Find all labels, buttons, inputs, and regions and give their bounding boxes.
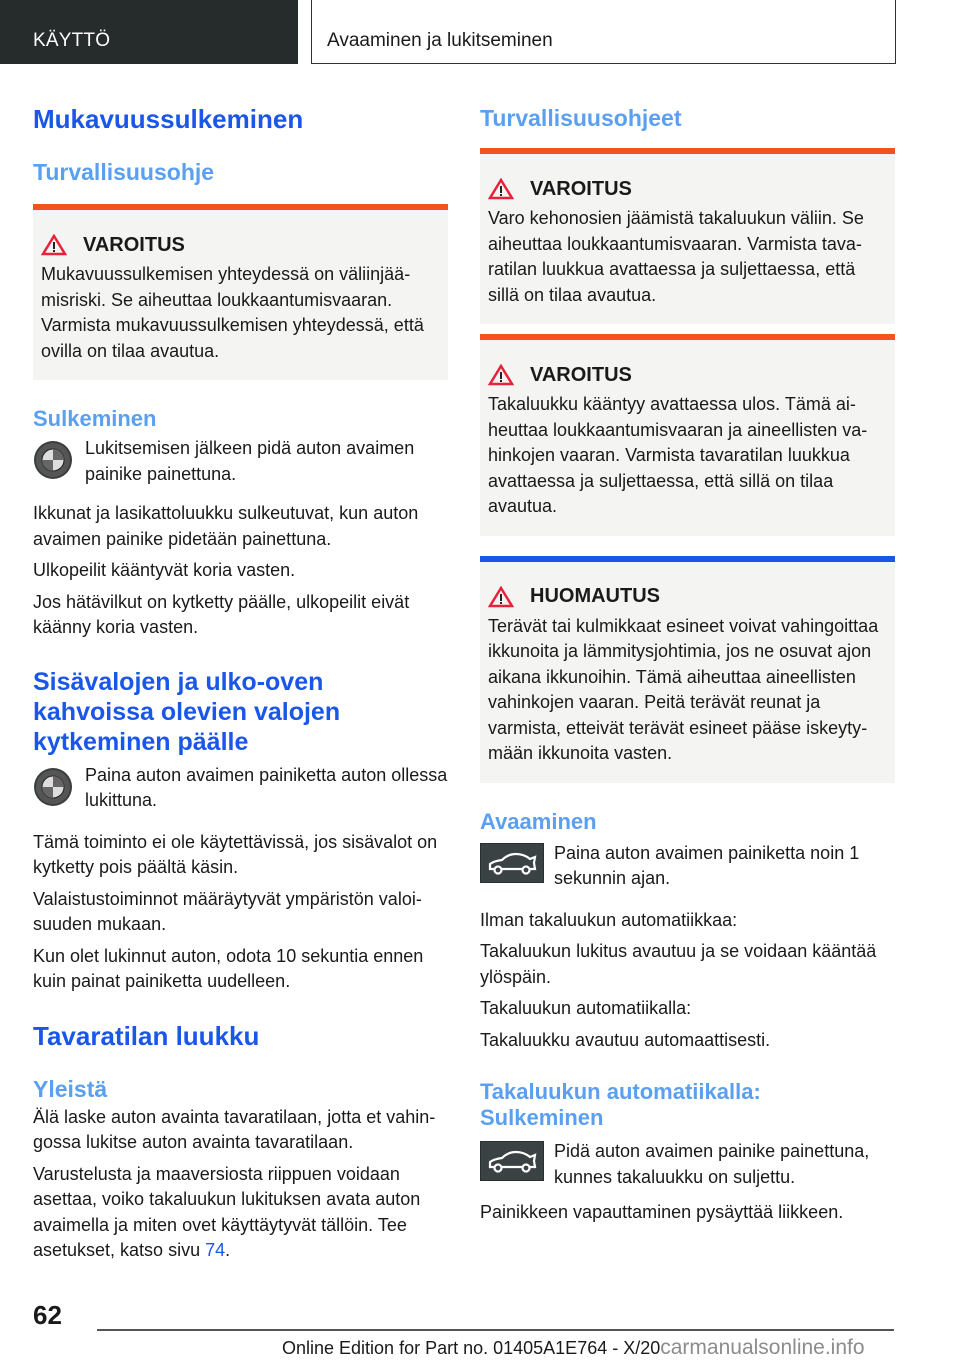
right-column — [480, 100, 895, 1226]
paragraph: Ulkopeilit kääntyvät koria vasten. — [33, 560, 296, 580]
edition-text: Online Edition for Part no. 01405A1E764 - X/20 — [282, 1338, 661, 1358]
warning-title — [41, 232, 440, 258]
warning-triangle-icon — [488, 364, 514, 386]
notice-label: HUOMAUTUS — [530, 585, 660, 607]
notice-title — [488, 584, 887, 610]
warning-box — [480, 148, 895, 324]
paragraph: Takaluukun automatiikalla: — [480, 998, 692, 1018]
paragraph-text: . — [225, 1240, 231, 1260]
tailgate-key-instruction — [480, 841, 895, 892]
notice-box — [480, 556, 895, 783]
subheading-sulkeminen: Sulkeminen — [33, 406, 157, 431]
paragraph: Takaluukku avautuu automaattisesti. — [480, 1029, 771, 1050]
heading-sisavalojen: Sisävalojen ja ulko‑oven kahvoissa olevien valojen kytkeminen päälle — [33, 667, 341, 756]
warning-title — [488, 176, 887, 202]
paragraph: Painikkeen vapauttaminen pysäyttää liikkeen. — [480, 1202, 844, 1222]
subheading-turvallisuusohje: Turvallisuusohje — [33, 159, 215, 185]
paragraph: Valaistustoiminnot määräytyvät ympäristön valoisuuden mukaan. — [33, 888, 422, 934]
warning-text: Varo kehonosien jäämistä takaluukun väliin. Se aiheuttaa loukkaantumisvaaran. Varmista tavaratilan luukkua avattaessa ja suljettaessa, että sillä on tilaa avautua. — [488, 208, 864, 305]
paragraph: Tämä toiminto ei ole käytettävissä, jos sisävalot on kytketty pois päältä käsin. — [33, 831, 438, 877]
left-column — [33, 100, 448, 1264]
bmw-key-instruction — [33, 763, 448, 814]
subheading-turvallisuusohjeet: Turvallisuusohjeet — [480, 105, 682, 131]
warning-triangle-icon — [488, 586, 514, 608]
paragraph: Takaluukun lukitus avautuu ja se voidaan kääntää ylöspäin. — [480, 941, 877, 987]
bmw-key-button-icon — [33, 440, 73, 480]
tailgate-button-icon — [480, 843, 544, 883]
instruction-text: Paina auton avaimen painiketta auton ollessa lukittuna. — [85, 764, 448, 810]
footer — [282, 1336, 865, 1360]
warning-box — [33, 204, 448, 380]
warning-label: VAROITUS — [530, 363, 632, 386]
page-number: 62 — [33, 1300, 62, 1330]
heading-tavaratilan-luukku: Tavaratilan luukku — [33, 1020, 260, 1051]
chapter-label: Avaaminen ja lukitseminen — [327, 30, 553, 51]
warning-text: Mukavuussulkemisen yhteydessä on väliinjäämisriski. Se aiheuttaa loukkaantumisvaaran. Varmista mukavuussulkemisen yhteydessä, että ovilla on tilaa avautua. — [41, 264, 424, 361]
subheading-yleista: Yleistä — [33, 1075, 108, 1102]
warning-title — [488, 362, 887, 388]
paragraph: Ikkunat ja lasikattoluukku sulkeutuvat, kun auton avaimen painike pidetään painettuna. — [33, 503, 419, 549]
tailgate-button-icon — [480, 1141, 544, 1181]
page-link[interactable]: 74 — [205, 1240, 226, 1260]
warning-label: VAROITUS — [530, 177, 632, 200]
chapter-tab — [311, 0, 896, 64]
warning-triangle-icon — [41, 234, 67, 256]
paragraph: Kun olet lukinnut auton, odota 10 sekuntia ennen kuin painat painiketta uudelleen. — [33, 945, 424, 991]
footer-divider — [97, 1329, 894, 1331]
heading-mukavuussulkeminen: Mukavuussulkeminen — [33, 104, 304, 134]
paragraph-with-link — [33, 1162, 448, 1264]
paragraph: Älä laske auton avainta tavaratilaan, jotta et vahingossa lukitse auton avainta tavaratilaan. — [33, 1106, 436, 1152]
warning-text: Takaluukku kääntyy avattaessa ulos. Tämä aiheuttaa loukkaantumisvaaran ja aineellisten vahinkojen vaaran. Varmista tavaratilan luukkua avattaessa ja suljettaessa, että sillä on tilaa avautua. — [488, 394, 868, 516]
warning-label: VAROITUS — [83, 233, 185, 256]
notice-text: Terävät tai kulmikkaat esineet voivat vahingoittaa ikkunoita ja lämmitysjohtimia, jos ne osuvat ajon aikana ikkunoihin. Tämä aiheuttaa aineellisten vahinkojen vaaran. Peitä terävät reunat ja varmista, etteivät terävät esineet pääse iskeytymään ikkunoita vasten. — [488, 615, 879, 763]
section-tab — [0, 0, 298, 64]
instruction-text: Pidä auton avaimen painike painettuna, kunnes takaluukku on suljettu. — [554, 1141, 870, 1187]
warning-triangle-icon — [488, 178, 514, 200]
bmw-key-instruction — [33, 436, 448, 487]
instruction-text: Lukitsemisen jälkeen pidä auton avaimen painike painettuna. — [85, 438, 415, 484]
warning-box — [480, 334, 895, 536]
paragraph-text: Varustelusta ja maaversiosta riippuen voidaan asettaa, voiko takaluukun lukituksen avata auton avaimella ja miten ovet käyttäytyvät tällöin. Tee asetukset, katso sivu — [33, 1163, 421, 1260]
watermark: carmanualsonline.info — [660, 1336, 865, 1359]
paragraph: Ilman takaluukun automatiikkaa: — [480, 909, 738, 930]
tailgate-key-instruction — [480, 1139, 895, 1190]
subheading-avaaminen: Avaaminen — [480, 808, 597, 834]
bmw-key-button-icon — [33, 767, 73, 807]
instruction-text: Paina auton avaimen painiketta noin 1 sekunnin ajan. — [554, 842, 860, 888]
paragraph: Jos hätävilkut on kytketty päälle, ulkopeilit eivät käänny koria vasten. — [33, 591, 410, 637]
subheading-takaluukun-sulkeminen: Takaluukun automatiikalla: Sulkeminen — [480, 1079, 761, 1130]
section-label: KÄYTTÖ — [33, 30, 111, 51]
